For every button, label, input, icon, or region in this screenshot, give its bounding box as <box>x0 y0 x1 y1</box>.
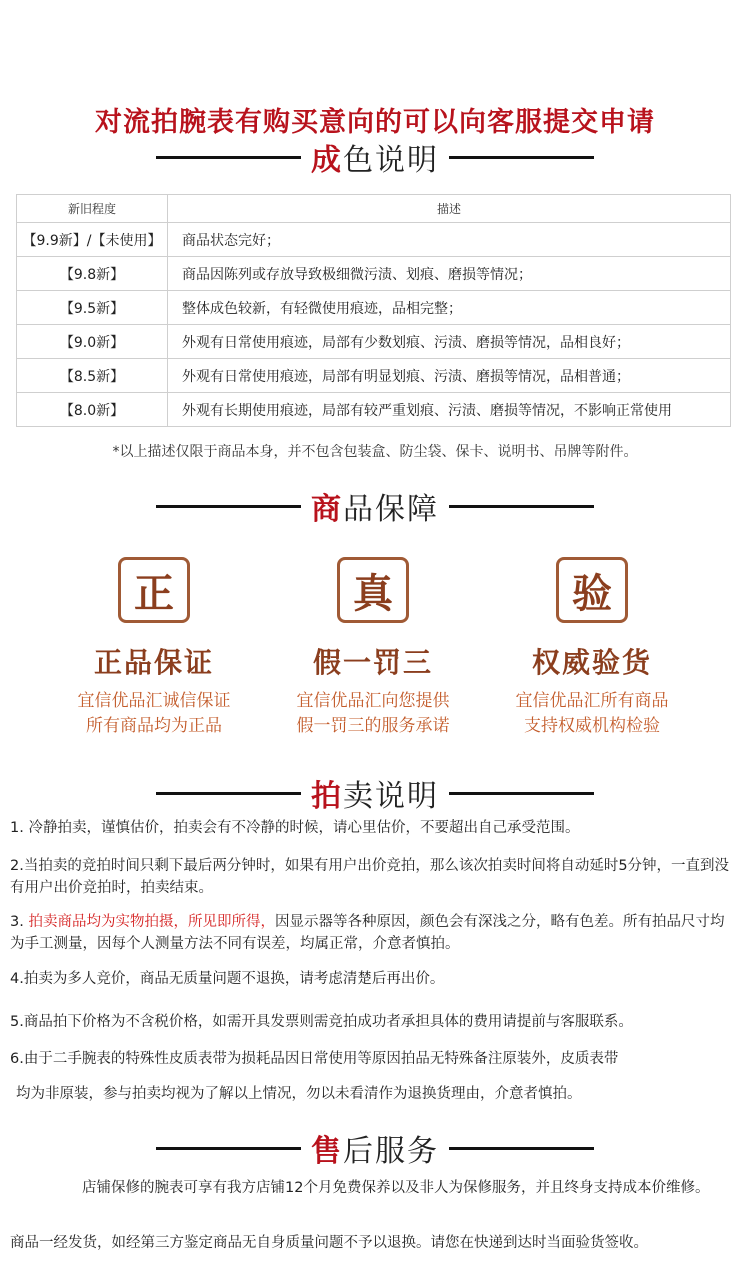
headline: 对流拍腕表有购买意向的可以向客服提交申请 <box>95 107 655 138</box>
auction-rule-2: 2.当拍卖的竞拍时间只剩下最后两分钟时，如果有用户出价竞拍，那么该次拍卖时间将自动延时5分钟，一直到没有用户出价竞拍时，拍卖结束。 <box>10 858 730 896</box>
section-title-accent: 商 <box>311 492 343 527</box>
guarantee-inspection <box>482 557 702 739</box>
inspection-badge-icon: 验 <box>556 557 628 623</box>
desc-cell: 外观有日常使用痕迹，局部有明显划痕、污渍、磨损等情况，品相普通； <box>168 359 731 393</box>
auction-rule-1: 1. 冷静拍卖，谨慎估价，拍卖会有不冷静的时候，请心里估价，不要超出自己承受范围。 <box>10 820 580 836</box>
table-row <box>17 325 731 359</box>
table-row <box>17 223 731 257</box>
column-header-grade: 新旧程度 <box>17 195 168 223</box>
divider-left <box>156 156 301 159</box>
guarantee-desc-line2: 所有商品均为正品 <box>86 716 222 736</box>
grade-cell: 【9.8新】 <box>17 257 168 291</box>
genuine-badge-icon: 真 <box>337 557 409 623</box>
grade-cell: 【8.5新】 <box>17 359 168 393</box>
grade-cell: 【9.5新】 <box>17 291 168 325</box>
auction-rule-5: 5.商品拍下价格为不含税价格，如需开具发票则需竞拍成功者承担具体的费用请提前与客服联系。 <box>10 1014 633 1030</box>
guarantee-desc-line1: 宜信优品汇诚信保证 <box>77 691 231 711</box>
auction-rule-6a: 6.由于二手腕表的特殊性皮质表带为损耗品因日常使用等原因拍品无特殊备注原装外，皮质表带 <box>10 1051 619 1067</box>
authentic-badge-icon: 正 <box>118 557 190 623</box>
section-title-accent: 拍 <box>311 779 343 814</box>
guarantee-title: 正品保证 <box>93 646 214 679</box>
divider-right <box>449 505 594 508</box>
divider-right <box>449 156 594 159</box>
grade-cell: 【9.0新】 <box>17 325 168 359</box>
rule-text: 因显示器等各种原因，颜色会有深浅之分，略有色差。所有拍品尺寸均为手工测量，因每个人测量方法不同有误差，均属正常，介意者慎拍。 <box>10 914 725 952</box>
section-title-auction <box>0 773 750 813</box>
divider-left <box>156 1147 301 1150</box>
rule-highlight: 拍卖商品均为实物拍摄，所见即所得， <box>28 914 275 930</box>
grade-cell: 【8.0新】 <box>17 393 168 427</box>
auction-rule-6b: 均为非原装，参与拍卖均视为了解以上情况，勿以未看清作为退换货理由，介意者慎拍。 <box>16 1086 582 1102</box>
table-header-row <box>17 195 731 223</box>
table-row <box>17 291 731 325</box>
aftersale-paragraph-1: 店铺保修的腕表可享有我方店铺12个月免费保养以及非人为保修服务，并且终身支持成本价维修。 <box>82 1180 710 1196</box>
desc-cell: 外观有长期使用痕迹，局部有较严重划痕、污渍、磨损等情况，不影响正常使用 <box>168 393 731 427</box>
guarantee-desc-line2: 支持权威机构检验 <box>524 716 660 736</box>
condition-note: *以上描述仅限于商品本身，并不包含包装盒、防尘袋、保卡、说明书、吊牌等附件。 <box>112 444 638 460</box>
auction-rule-3 <box>10 911 730 955</box>
section-title-rest: 色说明 <box>343 143 439 178</box>
section-title-condition <box>0 137 750 177</box>
guarantee-title: 权威验货 <box>531 646 652 679</box>
table-row <box>17 359 731 393</box>
divider-right <box>449 1147 594 1150</box>
guarantee-desc-line1: 宜信优品汇所有商品 <box>515 691 669 711</box>
aftersale-paragraph-2: 商品一经发货，如经第三方鉴定商品无自身质量问题不予以退换。请您在快递到达时当面验货签收。 <box>10 1235 648 1251</box>
section-title-rest: 后服务 <box>343 1134 439 1169</box>
table-row <box>17 257 731 291</box>
section-title-guarantee <box>0 486 750 526</box>
column-header-desc: 描述 <box>168 195 731 223</box>
desc-cell: 商品因陈列或存放导致极细微污渍、划痕、磨损等情况； <box>168 257 731 291</box>
guarantee-desc-line2: 假一罚三的服务承诺 <box>296 716 450 736</box>
section-title-aftersale <box>0 1128 750 1168</box>
condition-table <box>16 194 731 427</box>
divider-left <box>156 505 301 508</box>
guarantee-fake-penalty <box>263 557 483 739</box>
guarantee-desc-line1: 宜信优品汇向您提供 <box>296 691 450 711</box>
guarantee-authentic <box>44 557 264 739</box>
divider-left <box>156 792 301 795</box>
section-title-accent: 成 <box>311 143 343 178</box>
section-title-rest: 品保障 <box>343 492 439 527</box>
section-title-accent: 售 <box>311 1134 343 1169</box>
guarantee-title: 假一罚三 <box>312 646 433 679</box>
auction-rule-4: 4.拍卖为多人竞价，商品无质量问题不退换，请考虑清楚后再出价。 <box>10 971 445 987</box>
desc-cell: 商品状态完好； <box>168 223 731 257</box>
desc-cell: 整体成色较新，有轻微使用痕迹，品相完整； <box>168 291 731 325</box>
grade-cell: 【9.9新】/【未使用】 <box>17 223 168 257</box>
table-row <box>17 393 731 427</box>
section-title-rest: 卖说明 <box>343 779 439 814</box>
divider-right <box>449 792 594 795</box>
rule-number: 3. <box>10 914 29 930</box>
desc-cell: 外观有日常使用痕迹，局部有少数划痕、污渍、磨损等情况，品相良好； <box>168 325 731 359</box>
